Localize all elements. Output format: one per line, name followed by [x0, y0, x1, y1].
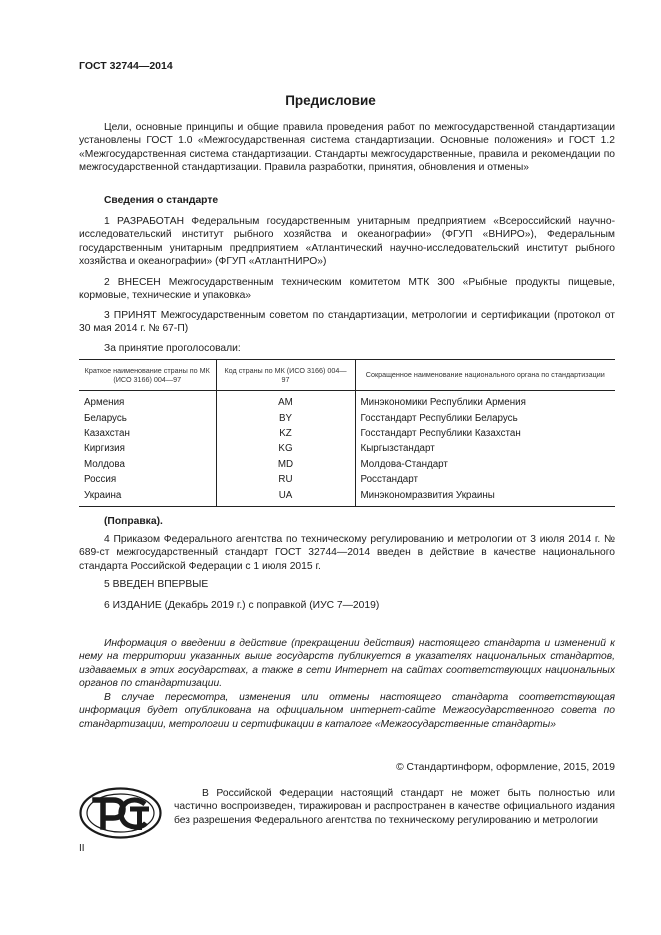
document-code: ГОСТ 32744—2014: [79, 60, 173, 72]
section-heading: Сведения о стандарте: [104, 195, 219, 206]
country-code-cell: BY: [216, 410, 355, 425]
standards-body-cell: Росстандарт: [355, 472, 615, 487]
header-standards-body: Сокращенное наименование национального органа по стандартизации: [355, 360, 615, 391]
vote-table: [79, 359, 615, 507]
country-code-cell: RU: [216, 472, 355, 487]
standards-body-cell: Минэкономразвития Украины: [355, 487, 615, 506]
country-name-cell: Киргизия: [84, 443, 125, 455]
country-code-cell: MD: [216, 457, 355, 472]
country-name-cell: Армения: [84, 397, 125, 409]
table-header-row: [79, 360, 615, 391]
item-3-adopted: 3 ПРИНЯТ Межгосударственным советом по стандартизации, метрологии и сертификации (протокол от 30 мая 2014 г. № 67-П): [79, 310, 615, 335]
item-5-introduced: 5 ВВЕДЕН ВПЕРВЫЕ: [104, 579, 209, 590]
table-row: [79, 426, 615, 441]
table-row: [79, 410, 615, 425]
country-code-cell: AM: [216, 391, 355, 411]
amendment-note: (Поправка).: [104, 516, 163, 527]
table-row: [79, 441, 615, 456]
copyright-line: © Стандартинформ, оформление, 2015, 2019: [396, 762, 615, 773]
item-2-submitted: 2 ВНЕСЕН Межгосударственным техническим комитетом МТК 300 «Рыбные продукты пищевые, кормовые, технические и упаковка»: [79, 277, 615, 302]
country-code-cell: KZ: [216, 426, 355, 441]
header-country-code: Код страны по МК (ИСО 3166) 004—97: [216, 360, 355, 391]
item-4-enacted: 4 Приказом Федерального агентства по техническому регулированию и метрологии от 3 июля 2014 г. № 689-ст межгосударственный стандарт ГОСТ 32744—2014 введен в действие в качестве национального стандарта Российской Федерации с 1 июля 2015 г.: [79, 534, 615, 572]
standards-body-cell: Госстандарт Республики Беларусь: [355, 410, 615, 425]
item-1-developed: 1 РАЗРАБОТАН Федеральным государственным унитарным предприятием «Всероссийский научно-исследовательский институт рыбного хозяйства и океанографии» (ФГУП «ВНИРО»), Федеральным государственным унитарным предприятием «Атлантический научно-исследовательский институт рыбного хозяйства и океанографии» (ФГУП «АтлантНИРО»): [79, 216, 615, 268]
item-6-edition: 6 ИЗДАНИЕ (Декабрь 2019 г.) с поправкой (ИУС 7—2019): [104, 600, 380, 611]
page-title: Предисловие: [285, 93, 376, 108]
vote-intro: За принятие проголосовали:: [104, 343, 241, 354]
table-row: [79, 391, 615, 411]
page-number: II: [79, 843, 85, 854]
info-paragraph-revision: В случае пересмотра, изменения или отмены настоящего стандарта соответствующая информация будет опубликована на официальном интернет-сайте Межгосударственного совета по стандартизации, метрологии и сертификации в каталоге «Межгосударственные стандарты»: [79, 692, 615, 730]
standards-body-cell: Молдова-Стандарт: [355, 457, 615, 472]
table-row: [79, 457, 615, 472]
country-name-cell: Россия: [84, 474, 117, 486]
country-code-cell: UA: [216, 487, 355, 506]
country-name-cell: Казахстан: [84, 427, 130, 439]
header-country-name: Краткое наименование страны по МК (ИСО 3166) 004—97: [79, 360, 216, 391]
country-name-cell: Беларусь: [84, 412, 127, 424]
table-row: [79, 487, 615, 506]
reproduction-notice: В Российской Федерации настоящий стандарт не может быть полностью или частично воспроизведен, тиражирован и распространен в качестве официального издания без разрешения Федерального агентства по техническому регулированию и метрологии: [174, 788, 615, 826]
intro-paragraph: Цели, основные принципы и общие правила проведения работ по межгосударственной стандартизации установлены ГОСТ 1.0 «Межгосударственная система стандартизации. Основные положения» и ГОСТ 1.2 «Межгосударственная система стандартизации. Стандарты межгосударственные, правила и рекомендации по межгосударственной стандартизации. Правила разработки, принятия, обновления и отмены»: [79, 122, 615, 174]
standards-body-cell: Госстандарт Республики Казахстан: [355, 426, 615, 441]
country-name-cell: Молдова: [84, 458, 125, 470]
rst-logo-icon: [79, 787, 162, 839]
standards-body-cell: Минэкономики Республики Армения: [355, 391, 615, 411]
table-row: [79, 472, 615, 487]
standards-body-cell: Кыргызстандарт: [355, 441, 615, 456]
country-code-cell: KG: [216, 441, 355, 456]
country-name-cell: Украина: [79, 487, 216, 506]
info-paragraph-enactment: Информация о введении в действие (прекращении действия) настоящего стандарта и изменений к нему на территории указанных выше государств публикуется в указателях национальных стандартов, издаваемых в этих государствах, а также в сети Интернет на сайтах соответствующих национальных органов по стандартизации.: [79, 638, 615, 690]
